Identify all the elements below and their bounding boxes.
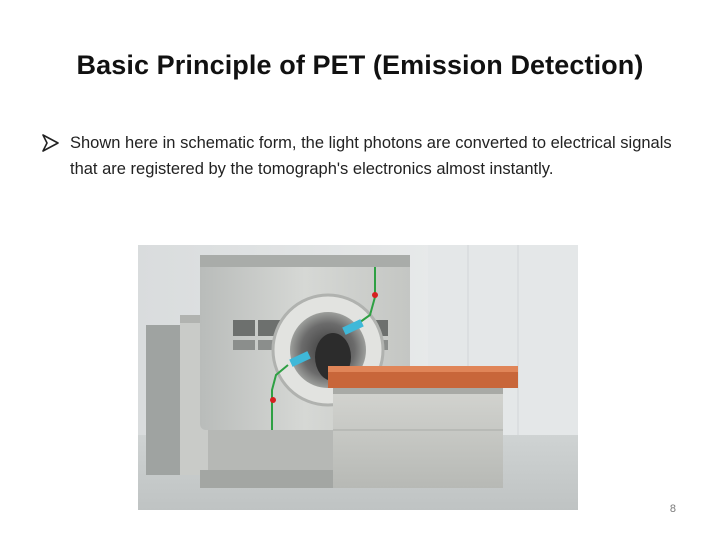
bullet-text: Shown here in schematic form, the light photons are converted to electrical signals that are registered by the tomograph's electronics almost instantly. bbox=[70, 134, 672, 178]
page-number: 8 bbox=[669, 503, 676, 515]
pet-scanner-image bbox=[138, 245, 578, 510]
slide-title: Basic Principle of PET (Emission Detection) bbox=[76, 50, 644, 80]
arrow-bullet-icon bbox=[42, 133, 60, 153]
pet-scanner-illustration bbox=[138, 245, 578, 510]
